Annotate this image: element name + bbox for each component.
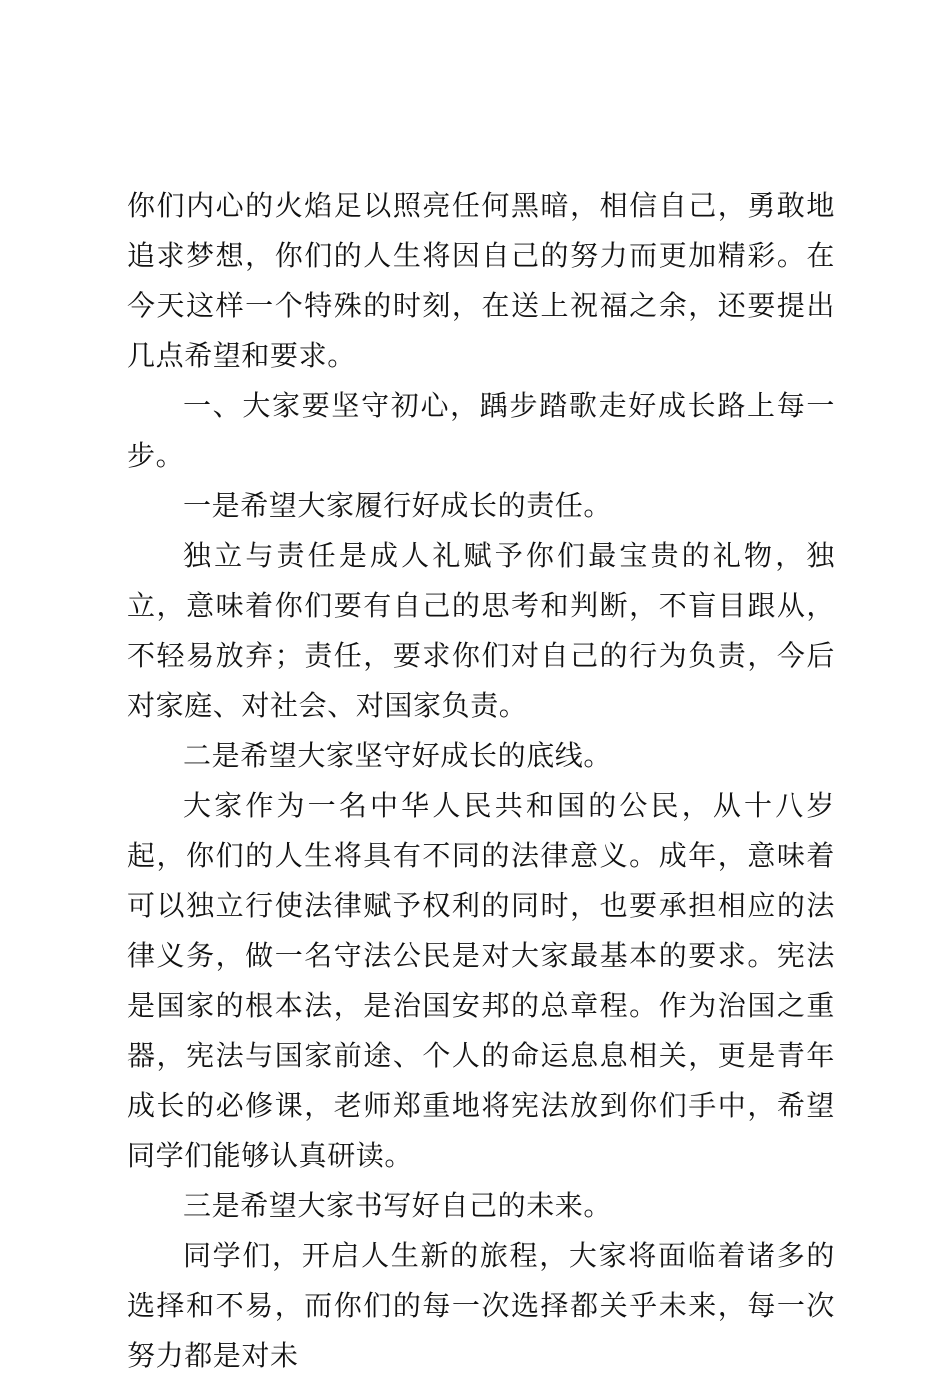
paragraph-journey: 同学们，开启人生新的旅程，大家将面临着诸多的选择和不易，而你们的每一次选择都关乎未来，每一次努力都是对未 <box>127 1239 835 1372</box>
subheading-bottom-line: 二是希望大家坚守好成长的底线。 <box>183 739 613 772</box>
subheading-future: 三是希望大家书写好自己的未来。 <box>183 1189 613 1222</box>
paragraph-law: 大家作为一名中华人民共和国的公民，从十八岁起，你们的人生将具有不同的法律意义。成年，意味着可以独立行使法律赋予权利的同时，也要承担相应的法律义务，做一名守法公民是对大家最基本的要求。宪法是国家的根本法，是治国安邦的总章程。作为治国之重器，宪法与国家前途、个人的命运息息相关，更是青年成长的必修课，老师郑重地将宪法放到你们手中，希望同学们能够认真研读。 <box>127 789 835 1172</box>
section-heading-1: 一、大家要坚守初心，踽步踏歌走好成长路上每一步。 <box>127 389 835 472</box>
paragraph-continuation: 你们内心的火焰足以照亮任何黑暗，相信自己，勇敢地追求梦想，你们的人生将因自己的努力而更加精彩。在今天这样一个特殊的时刻，在送上祝福之余，还要提出几点希望和要求。 <box>127 189 835 372</box>
subheading-responsibility: 一是希望大家履行好成长的责任。 <box>183 489 613 522</box>
paragraph-independence: 独立与责任是成人礼赋予你们最宝贵的礼物，独立，意味着你们要有自己的思考和判断，不盲目跟从，不轻易放弃；责任，要求你们对自己的行为负责，今后对家庭、对社会、对国家负责。 <box>127 539 835 722</box>
body-text <box>127 181 835 1381</box>
